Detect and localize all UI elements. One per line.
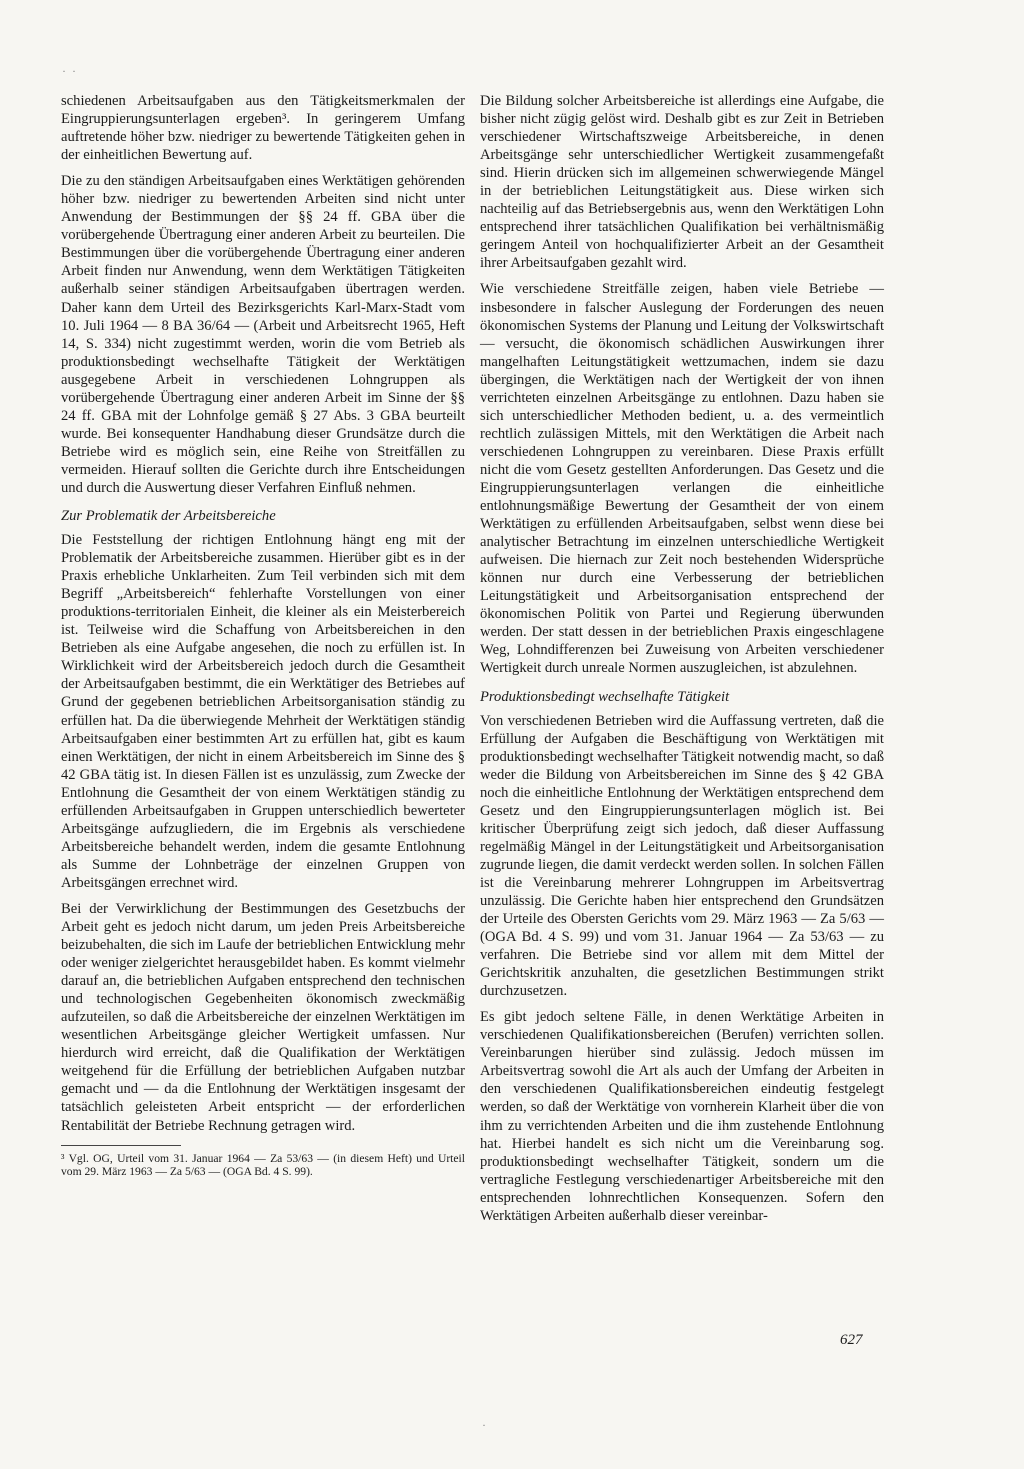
right-paragraph-3: Von verschiedenen Betrieben wird die Auffassung vertreten, daß die Erfüllung der Aufgaben die Beschäftigung von Werktätigen mit produktionsbedingt wechselhafter Tätigkeit notwendig macht, so daß weder die Bildung von Arbeitsbereichen im Sinne des § 42 GBA noch die einheitliche Entlohnung der Werktätigen entsprechend dem Gesetz und den Eingruppierungsunterlagen möglich ist. Bei kritischer Überprüfung zeigt sich jedoch, daß dieser Auffassung regelmäßig Mängel in der Leitungstätigkeit und Arbeitsorganisation zugrunde liegen, die damit verdeckt werden sollen. In solchen Fällen ist die Vereinbarung mehrerer Lohngruppen im Arbeitsvertrag unzulässig. Die Gerichte haben hier entsprechend den Grundsätzen der Urteile des Obersten Gerichts vom 29. März 1963 — Za 5/63 — (OGA Bd. 4 S. 99) und vom 31. Januar 1964 — Za 53/63 — zu verfahren. Die Betriebe sind vor allem mit dem Mittel der Gerichtskritik anzuhalten, die gesetzlichen Bestimmungen strikt durchzusetzen. xyxy=(480,712,884,1000)
left-paragraph-4: Bei der Verwirklichung der Bestimmungen des Gesetzbuchs der Arbeit geht es jedoch nicht darum, um jeden Preis Arbeitsbereiche beizubehalten, die sich im Laufe der betrieblichen Entwicklung mehr oder weniger zielgerichtet herausgebildet haben. Es kommt vielmehr darauf an, die betrieblichen Aufgaben entsprechend den technischen und technologischen Gegebenheiten ökonomisch zweckmäßig aufzuteilen, so daß die Arbeitsbereiche der einzelnen Werktätigen im wesentlichen Arbeitsgänge gleicher Wertigkeit umfassen. Nur hierdurch wird erreicht, daß die Qualifikation der Werktätigen weitgehend für die Erfüllung der betrieblichen Aufgaben nutzbar gemacht und — da die Entlohnung der Werktätigen insgesamt der tatsächlich geleisteten Arbeit entspricht — der erforderlichen Rentabilität der Betriebe Rechnung getragen wird. xyxy=(61,900,466,1134)
footnote-3: ³ Vgl. OG, Urteil vom 31. Januar 1964 — Za 53/63 — (in diesem Heft) und Urteil vom 29. März 1963 — Za 5/63 — (OGA Bd. 4 S. 99). xyxy=(61,1151,465,1179)
section-heading-wechselhafte-taetigkeit: Produktionsbedingt wechselhafte Tätigkeit xyxy=(480,688,730,705)
footnote-divider xyxy=(61,1145,181,1146)
left-paragraph-3: Die Feststellung der richtigen Entlohnung hängt eng mit der Problematik der Arbeitsbereiche zusammen. Hierüber gibt es in der Praxis erhebliche Unklarheiten. Zum Teil verbinden sich mit dem Begriff „Arbeitsbereich“ fehlerhafte Vorstellungen von einer produktions-territorialen Einheit, die kleiner als ein Meisterbereich ist. Teilweise wird die Schaffung von Arbeitsbereichen in den Betrieben als eine Aufgabe angesehen, die noch zu erfüllen ist. In Wirklichkeit wird der Arbeitsbereich jedoch durch die Gesamtheit der Arbeitsaufgaben bestimmt, die ein Werktätiger des Betriebes auf Grund der gegebenen betrieblichen Arbeitsorganisation ständig zu erfüllen hat. Da die überwiegende Mehrheit der Werktätigen ständig Arbeitsaufgaben einer bestimmten Art zu erfüllen hat, gibt es kaum einen Werktätigen, der nicht in einem Arbeitsbereich im Sinne des § 42 GBA tätig ist. In diesen Fällen ist es unzulässig, zum Zwecke der Entlohnung die Gesamtheit der von einem Werktätigen ständig zu erfüllenden Arbeitsaufgaben in Gruppen unterschiedlich bewerteter Arbeitsgänge aufzugliedern, die im Ergebnis als verschiedene Arbeitsbereiche behandelt werden, indem die gesamte Entlohnung als Summe der Lohnbeträge der einzelnen Gruppen von Arbeitsgängen errechnet wird. xyxy=(61,532,465,891)
right-paragraph-1: Die Bildung solcher Arbeitsbereiche ist allerdings eine Aufgabe, die bisher nicht zügig gelöst wird. Deshalb gibt es zur Zeit in Betrieben verschiedener Wirtschaftszweige Arbeitsbereiche, in denen Arbeitsgänge sehr unterschiedlicher Wertigkeit zusammengefaßt sind. Hierin drücken sich im allgemeinen schwerwiegende Mängel in der betrieblichen Leitungstätigkeit aus. Diese wirken sich nachteilig auf das Betriebsergebnis aus, wenn den Werktätigen Lohn entsprechend ihrer tatsächlichen Qualifikation bei verhältnismäßig geringem Anteil von hochqualifizierter Arbeit an der Gesamtheit ihrer Arbeitsaufgaben gezahlt wird. xyxy=(480,93,884,272)
left-paragraph-1: schiedenen Arbeitsaufgaben aus den Tätigkeitsmerkmalen der Eingruppierungsunterlagen ergeben³. In geringerem Umfang auftretende höher bzw. niedriger zu bewertende Tätigkeiten gehen in der einheitlichen Bewertung auf. xyxy=(61,93,465,164)
scan-mark-bottom: · xyxy=(482,1418,486,1432)
right-paragraph-2: Wie verschiedene Streitfälle zeigen, haben viele Betriebe — insbesondere in falscher Auslegung der Forderungen des neuen ökonomischen Systems der Planung und Leitung der Volkswirtschaft — versucht, die ökonomisch schädlichen Auswirkungen ihrer mangelhaften Leitungstätigkeit wettzumachen, indem sie dazu übergingen, die Werktätigen nach der Wertigkeit der von ihnen verrichteten einzelnen Arbeitsgänge zu entlohnen. Dazu haben sie sich unterschiedlicher Methoden bedient, u. a. des vermeintlich rechtlich zulässigen Mittels, mit den Werktätigen die Arbeit nach verschiedenen Lohngruppen zu vereinbaren. Diese Praxis erfüllt nicht die vom Gesetz gestellten Anforderungen. Das Gesetz und die Eingruppierungsunterlagen verlangen die einheitliche entlohnungsmäßige Bewertung der Gesamtheit der von einem Werktätigen zu erfüllenden Arbeitsaufgaben, selbst wenn diese bei analytischer Betrachtung im einzelnen unterschiedliche Wertigkeit aufweisen. Die hiernach zur Zeit noch bestehenden Widersprüche können nur durch eine Verbesserung der betrieblichen Leitungstätigkeit und Arbeitsorganisation entsprechend der ökonomischen Politik von Partei und Regierung überwunden werden. Der statt dessen in der betrieblichen Praxis eingeschlagene Weg, Lohndifferenzen bei Zuweisung von Arbeiten verschiedener Wertigkeit durch unreale Normen auszugleichen, ist abzulehnen. xyxy=(480,281,884,677)
page-number: 627 xyxy=(840,1332,863,1348)
scan-mark: · · xyxy=(62,64,76,78)
section-heading-arbeitsbereiche: Zur Problematik der Arbeitsbereiche xyxy=(61,508,276,525)
right-paragraph-4: Es gibt jedoch seltene Fälle, in denen Werktätige Arbeiten in verschiedenen Qualifikationsbereichen (Berufen) verrichten sollen. Vereinbarungen hierüber sind zulässig. Jedoch müssen im Arbeitsvertrag sowohl die Art als auch der Umfang der Arbeiten in den verschiedenen Qualifikationsbereichen eindeutig festgelegt werden, so daß der Werktätige von vornherein Klarheit über die von ihm zu verrichtenden Arbeiten und die ihm zustehende Entlohnung hat. Hierbei handelt es sich nicht um die Vereinbarung sog. produktionsbedingt wechselhafter Tätigkeit, sondern um die vertragliche Festlegung verschiedenartiger Arbeitsbereiche mit den entsprechenden lohnrechtlichen Konsequenzen. Sofern den Werktätigen Arbeiten außerhalb dieser vereinbar- xyxy=(480,1009,884,1224)
right-column xyxy=(480,92,884,1233)
left-paragraph-2: Die zu den ständigen Arbeitsaufgaben eines Werktätigen gehörenden höher bzw. niedriger zu bewertenden Arbeiten sind nicht unter Anwendung der Bestimmungen der §§ 24 ff. GBA über die vorübergehende Übertragung einer anderen Arbeit zu beurteilen. Die Bestimmungen über die vorübergehende Übertragung einer anderen Arbeit finden nur Anwendung, wenn dem Werktätigen Tätigkeiten außerhalb seiner ständigen Arbeitsaufgaben übertragen werden. Daher kann dem Urteil des Bezirksgerichts Karl-Marx-Stadt vom 10. Juli 1964 — 8 BA 36/64 — (Arbeit und Arbeitsrecht 1965, Heft 14, S. 334) nicht zugestimmt werden, worin die vom Betrieb als produktionsbedingt wechselhafte Tätigkeit der Werktätigen ausgegebene Arbeit in verschiedenen Lohngruppen als vorübergehende Übertragung einer anderen Arbeit im Sinne der §§ 24 ff. GBA mit der Lohnfolge gemäß § 27 Abs. 3 GBA beurteilt wurde. Bei konsequenter Handhabung dieser Grundsätze durch die Betriebe wird es möglich sein, eine Reihe von Streitfällen zu vermeiden. Hierauf sollten die Gerichte durch ihre Entscheidungen und durch die Auswertung dieser Verfahren Einfluß nehmen. xyxy=(61,173,465,496)
left-column xyxy=(61,92,465,1187)
